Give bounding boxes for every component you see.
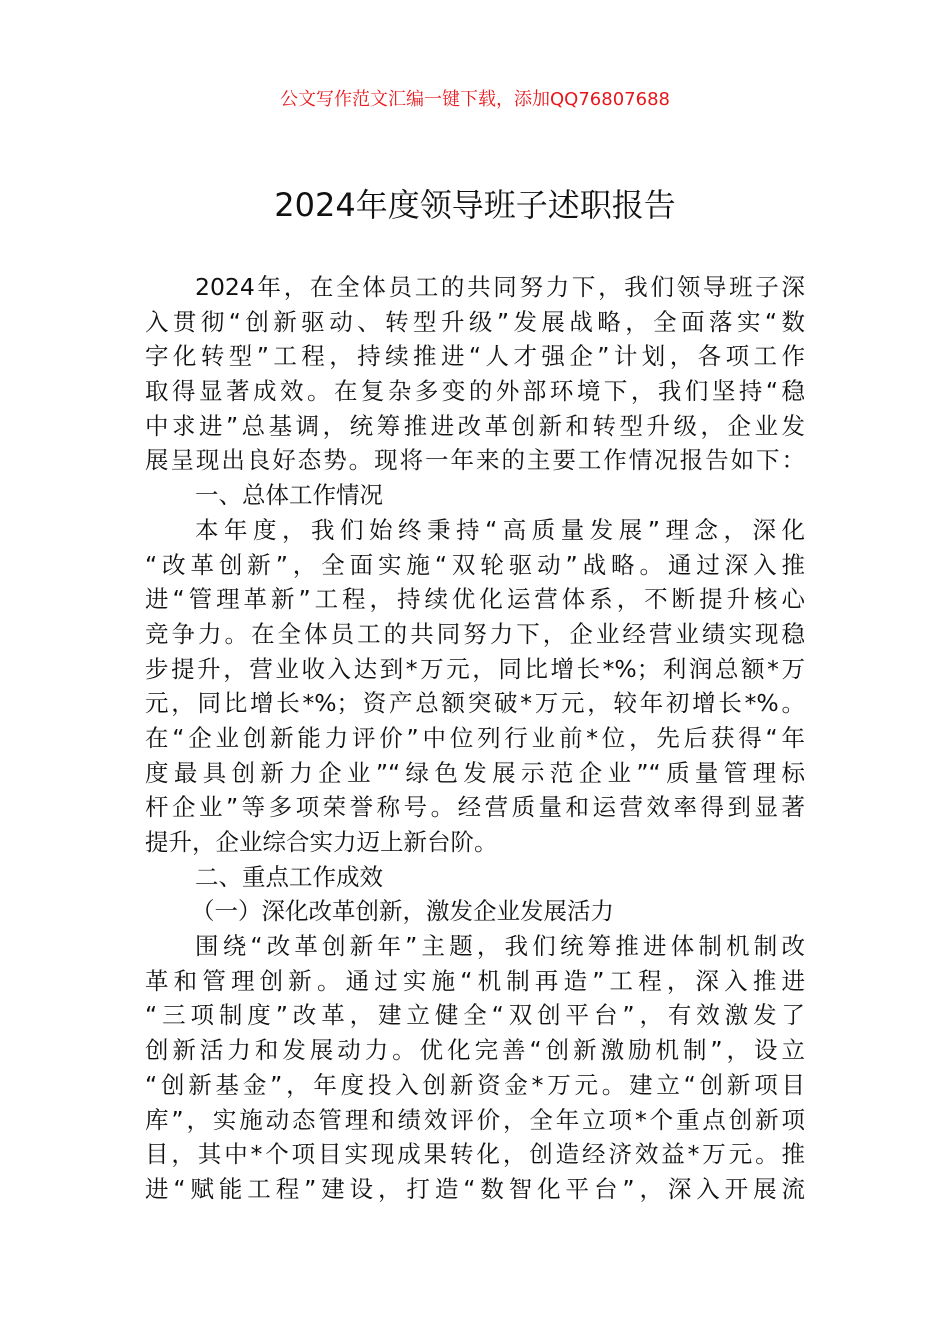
section-heading: 一、总体工作情况 — [195, 481, 383, 510]
paragraph-line: 展呈现出良好态势。现将一年来的主要工作情况报告如下： — [145, 446, 805, 475]
paragraph-line: 度最具创新力企业”“绿色发展示范企业”“质量管理标 — [145, 758, 805, 787]
paragraph-line: “改革创新”，全面实施“双轮驱动”战略。通过深入推 — [145, 550, 805, 579]
download-banner-link[interactable]: 公文写作范文汇编一键下载，添加QQ76807688 — [280, 89, 670, 110]
paragraph-line: 竞争力。在全体员工的共同努力下，企业经营业绩实现稳 — [145, 619, 805, 648]
paragraph-line: 进“管理革新”工程，持续优化运营体系，不断提升核心 — [145, 585, 805, 614]
paragraph-line: 围绕“改革创新年”主题，我们统筹推进体制机制改 — [195, 932, 805, 961]
paragraph-line: 2024年，在全体员工的共同努力下，我们领导班子深 — [195, 273, 805, 301]
paragraph-line: 字化转型”工程，持续推进“人才强企”计划，各项工作 — [145, 342, 805, 371]
paragraph-line: 杆企业”等多项荣誉称号。经营质量和运营效率得到显著 — [145, 793, 805, 822]
paragraph-line: 在“企业创新能力评价”中位列行业前*位，先后获得“年 — [145, 723, 805, 752]
paragraph-line: 进“赋能工程”建设，打造“数智化平台”，深入开展流 — [145, 1174, 805, 1203]
paragraph-line: “三项制度”改革，建立健全“双创平台”，有效激发了 — [145, 1001, 805, 1030]
paragraph-line: 步提升，营业收入达到*万元，同比增长*%；利润总额*万 — [145, 654, 805, 683]
paragraph-line: 提升，企业综合实力迈上新台阶。 — [145, 828, 498, 856]
document-body — [145, 270, 805, 1207]
document-title: 2024年度领导班子述职报告 — [274, 186, 676, 224]
paragraph-line: 本年度，我们始终秉持“高质量发展”理念，深化 — [195, 515, 805, 544]
paragraph-line: 库”，实施动态管理和绩效评价，全年立项*个重点创新项 — [145, 1105, 805, 1134]
paragraph-line: 创新活力和发展动力。优化完善“创新激励机制”，设立 — [145, 1036, 805, 1065]
paragraph-line: 目，其中*个项目实现成果转化，创造经济效益*万元。推 — [145, 1140, 805, 1169]
paragraph-line: 取得显著成效。在复杂多变的外部环境下，我们坚持“稳 — [145, 377, 805, 406]
subsection-heading: （一）深化改革创新，激发企业发展活力 — [191, 897, 614, 926]
section-heading: 二、重点工作成效 — [195, 862, 383, 891]
paragraph-line: 元，同比增长*%；资产总额突破*万元，较年初增长*%。 — [145, 689, 805, 718]
paragraph-line: 入贯彻“创新驱动、转型升级”发展战略，全面落实“数 — [145, 307, 805, 336]
paragraph-line: 中求进”总基调，统筹推进改革创新和转型升级，企业发 — [145, 411, 805, 440]
paragraph-line: 革和管理创新。通过实施“机制再造”工程，深入推进 — [145, 966, 805, 995]
paragraph-line: “创新基金”，年度投入创新资金*万元。建立“创新项目 — [145, 1070, 805, 1099]
